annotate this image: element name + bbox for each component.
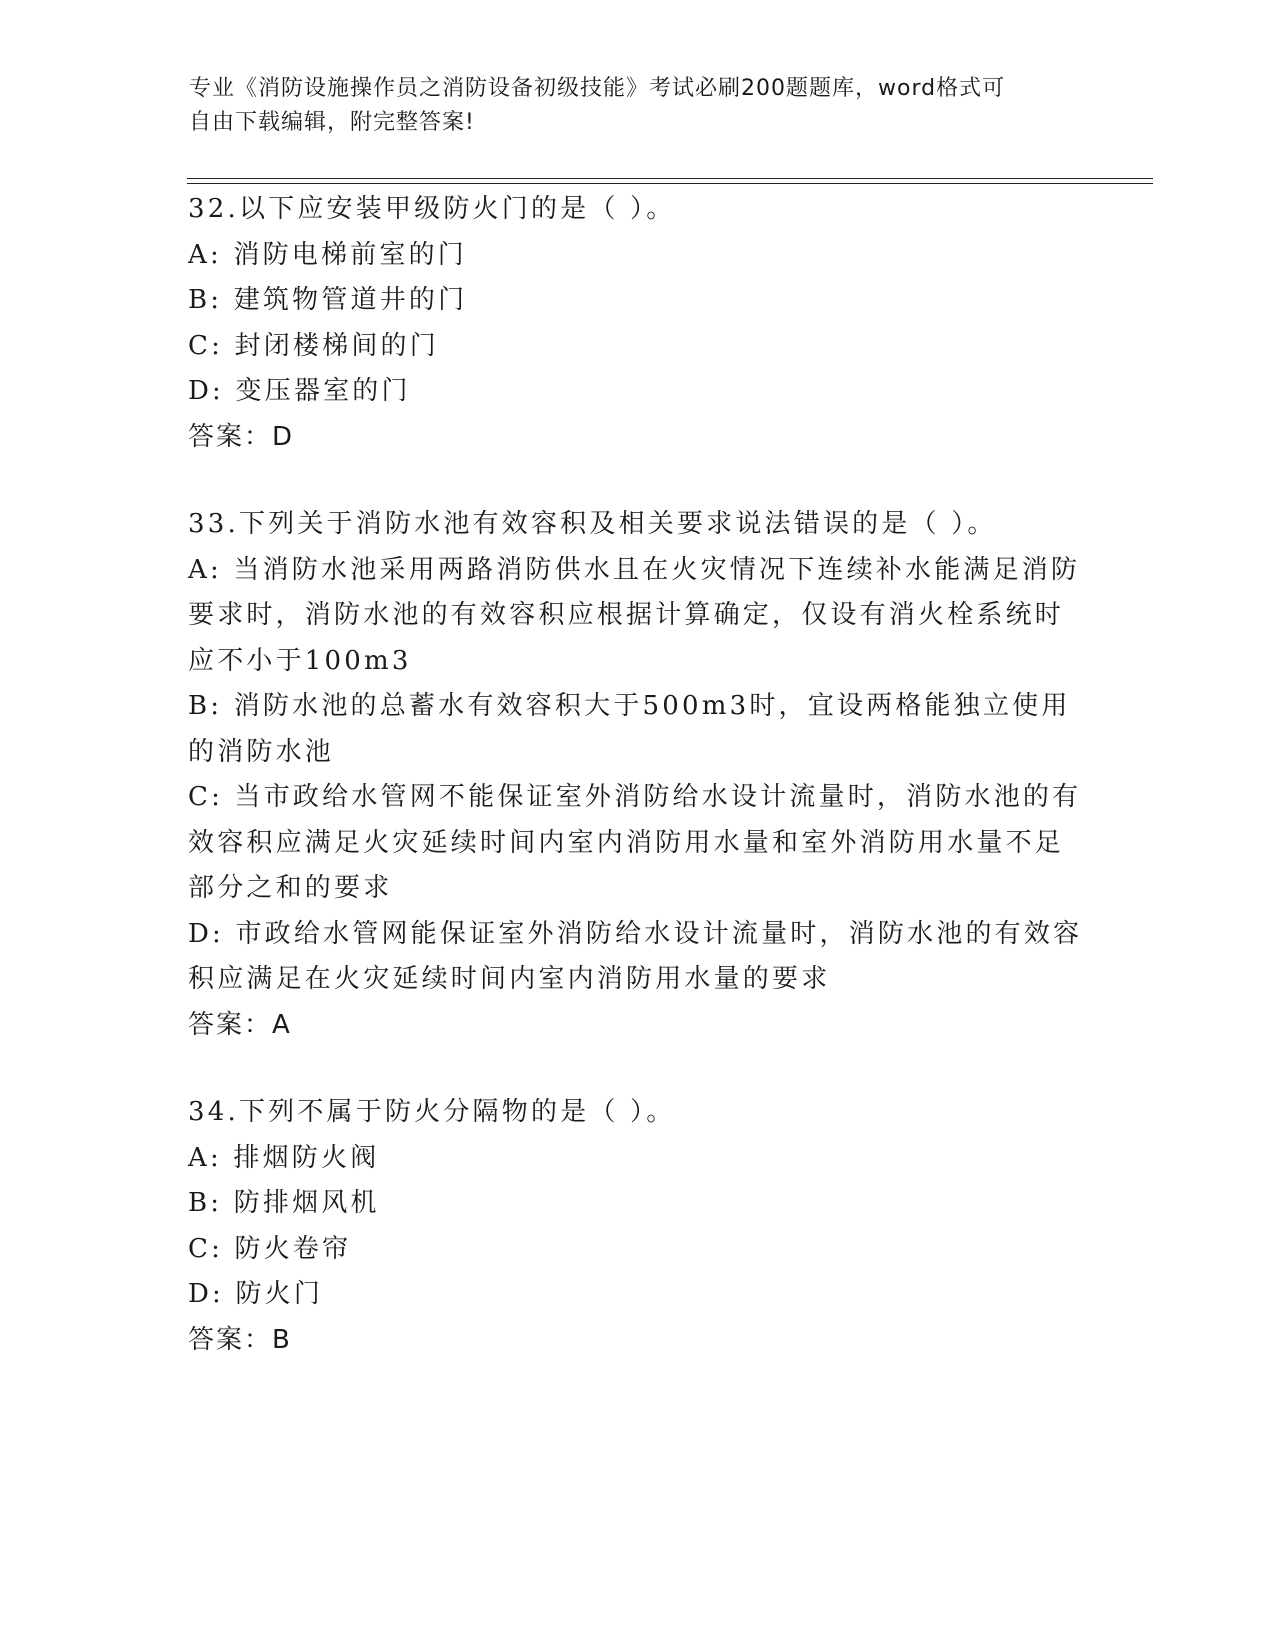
option-d: D: 防火门 — [188, 1279, 324, 1309]
option-a: A: 消防电梯前室的门 — [188, 239, 468, 270]
answer-label: 答案：A — [188, 1009, 292, 1040]
option-b: B: 建筑物管道井的门 — [188, 285, 468, 315]
question-stem: 33.下列关于消防水池有效容积及相关要求说法错误的是（ ）。 — [188, 509, 997, 539]
option-a: A: 当消防水池采用两路消防供水且在火灾情况下连续补水能满足消防要求时，消防水池的有效容积应根据计算确定，仅设有消火栓系统时应不小于100m3 — [188, 554, 1081, 676]
option-d: D: 变压器室的门 — [188, 376, 411, 406]
option-c: C: 封闭楼梯间的门 — [188, 330, 439, 361]
header-divider-bottom — [187, 183, 1153, 184]
option-c: C: 防火卷帘 — [188, 1233, 352, 1264]
answer-label: 答案：D — [188, 421, 295, 452]
header-divider-top — [187, 178, 1153, 179]
option-b: B: 消防水池的总蓄水有效容积大于500m3时，宜设两格能独立使用的消防水池 — [188, 691, 1071, 767]
option-c: C: 当市政给水管网不能保证室外消防给水设计流量时，消防水池的有效容积应满足火灾延续时间内室内消防用水量和室外消防用水量不足部分之和的要求 — [188, 782, 1082, 903]
question-stem: 32.以下应安装甲级防火门的是（ ）。 — [188, 194, 676, 224]
question-32 — [188, 187, 1088, 460]
header-line-2: 自由下载编辑，附完整答案! — [189, 110, 475, 135]
option-d: D: 市政给水管网能保证室外消防给水设计流量时，消防水池的有效容积应满足在火灾延续时间内室内消防用水量的要求 — [188, 918, 1083, 994]
document-header — [189, 72, 1089, 140]
question-list — [188, 187, 1088, 1405]
header-line-1: 专业《消防设施操作员之消防设备初级技能》考试必刷200题题库，word格式可 — [189, 76, 1006, 101]
answer-label: 答案：B — [188, 1324, 292, 1355]
option-b: B: 防排烟风机 — [188, 1188, 380, 1218]
question-33 — [188, 502, 1088, 1048]
option-a: A: 排烟防火阀 — [188, 1142, 380, 1173]
question-stem: 34.下列不属于防火分隔物的是（ ）。 — [188, 1097, 676, 1127]
question-34 — [188, 1090, 1088, 1363]
